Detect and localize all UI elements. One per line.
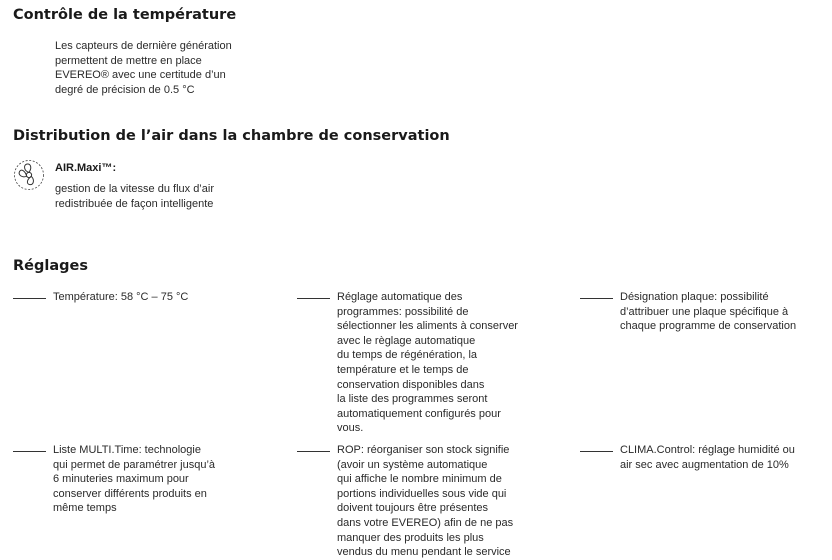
air-maxi-description: gestion de la vitesse du flux d’air redistribuée de façon intelligente: [55, 183, 214, 210]
temperature-heading: Contrôle de la température: [13, 7, 237, 23]
setting-item-auto-programs: Réglage automatique des programmes: possibilité de sélectionner les aliments à conserver avec le règlage automatique du temps de régénération, la température et le temps de conservation disponibles dans la liste des programmes seront automatiquement configurés pour vous.: [337, 291, 518, 435]
air-maxi-title: AIR.Maxi™:: [55, 162, 117, 174]
item-dash: [297, 451, 330, 452]
temperature-description: Les capteurs de dernière génération permettent de mettre en place EVEREO® avec une certitude d’un degré de précision de 0.5 °C: [55, 40, 232, 96]
item-dash: [580, 451, 613, 452]
item-dash: [297, 298, 330, 299]
setting-item-plate-designation: Désignation plaque: possibilité d’attribuer une plaque spécifique à chaque programme de conservation: [620, 291, 797, 333]
fan-icon: [12, 158, 46, 192]
setting-item-rop: ROP: réorganiser son stock signifie (avoir un système automatique qui affiche le nombre minimum de portions individuelles sous vide qui doivent toujours être présentes dans votre EVEREO) afin de ne pas manquer des produits les plus vendus du menu pendant le service: [337, 444, 514, 559]
setting-item-temperature: Température: 58 °C – 75 °C: [53, 291, 189, 303]
setting-item-multi-time: Liste MULTI.Time: technologie qui permet de paramétrer jusqu’à 6 minuteries maximum pour conserver différents produits en même temps: [53, 444, 216, 515]
item-dash: [580, 298, 613, 299]
settings-heading: Réglages: [13, 258, 88, 274]
air-heading: Distribution de l’air dans la chambre de conservation: [13, 128, 450, 144]
item-dash: [13, 298, 46, 299]
item-dash: [13, 451, 46, 452]
setting-item-clima-control: CLIMA.Control: réglage humidité ou air sec avec augmentation de 10%: [620, 444, 795, 471]
